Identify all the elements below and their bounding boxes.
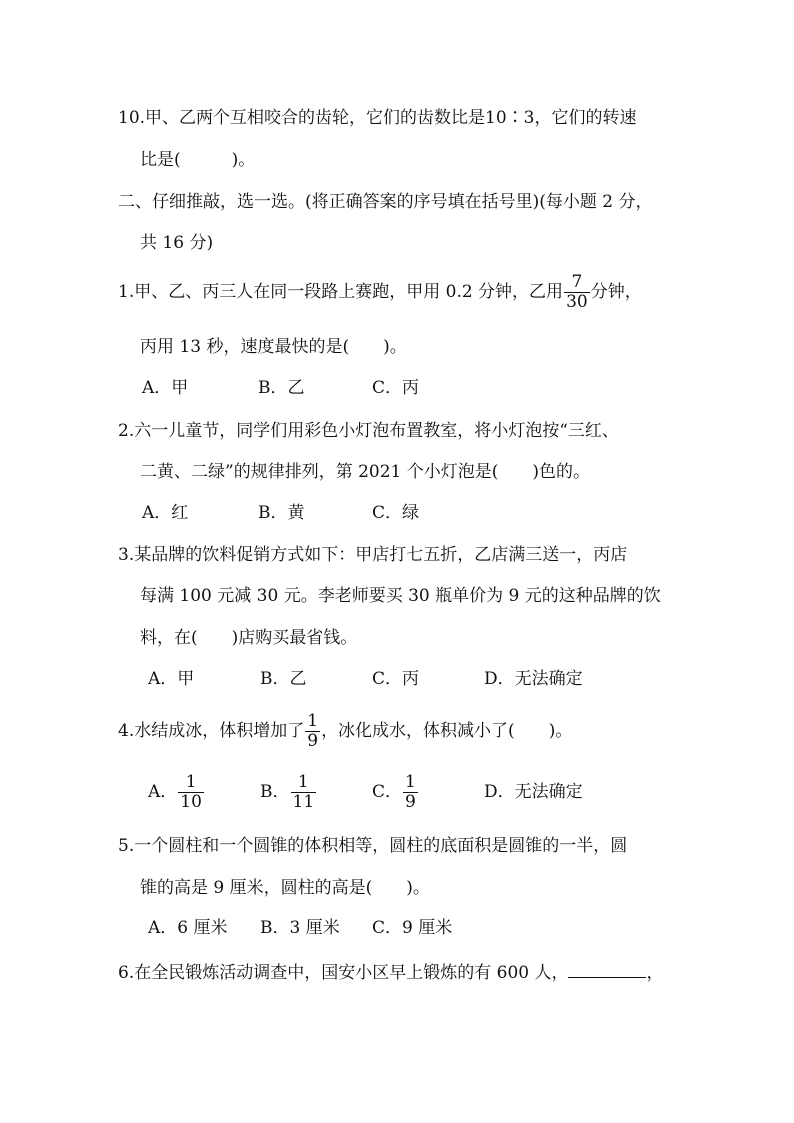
q3-option-c: C．丙 bbox=[372, 669, 420, 689]
q4-option-c-num: 1 bbox=[405, 772, 416, 792]
q6-line1 bbox=[118, 961, 663, 983]
q2-line2: 二黄、二绿”的规律排列，第 2021 个小灯泡是( )色的。 bbox=[140, 462, 591, 482]
section2-heading-cont: 共 16 分) bbox=[140, 233, 214, 253]
q3-option-b: B．乙 bbox=[260, 669, 307, 689]
q10-line2: 比是( )。 bbox=[140, 150, 256, 170]
q10-line1: 10.甲、乙两个互相咬合的齿轮，它们的齿数比是10∶3，它们的转速 bbox=[118, 108, 637, 128]
q1-line1 bbox=[118, 270, 642, 314]
q4-option-b-fraction bbox=[291, 773, 317, 812]
q1-line2: 丙用 13 秒，速度最快的是( )。 bbox=[140, 337, 407, 357]
q4-option-a-den: 10 bbox=[180, 792, 202, 812]
q4-option-b-label: B． bbox=[260, 782, 290, 802]
q3-option-d: D．无法确定 bbox=[484, 669, 583, 689]
q2-option-a: A．红 bbox=[142, 503, 189, 523]
q5-option-c: C．9 厘米 bbox=[372, 918, 453, 938]
q4-option-c-den: 9 bbox=[405, 792, 416, 812]
q5-option-a: A．6 厘米 bbox=[148, 918, 228, 938]
q4-text-post: ，冰化成水，体积减小了( )。 bbox=[321, 721, 573, 741]
q1-option-b: B．乙 bbox=[258, 378, 305, 398]
q4-option-c-label: C． bbox=[372, 782, 403, 802]
q4-option-c bbox=[372, 770, 419, 814]
q1-fraction-num: 7 bbox=[571, 272, 583, 292]
q4-option-a-fraction bbox=[178, 773, 204, 812]
q6-answer-blank[interactable] bbox=[568, 961, 646, 978]
q1-option-a: A．甲 bbox=[142, 378, 189, 398]
q4-option-c-fraction bbox=[403, 773, 418, 812]
q6-text-post: ， bbox=[646, 963, 664, 983]
q5-line2: 锥的高是 9 厘米，圆柱的高是( )。 bbox=[140, 878, 430, 898]
q4-option-b-num: 1 bbox=[297, 772, 309, 792]
q1-text-post: 分钟， bbox=[590, 282, 642, 302]
q5-line1: 5.一个圆柱和一个圆锥的体积相等，圆柱的底面积是圆锥的一半，圆 bbox=[118, 836, 628, 856]
q3-line2: 每满 100 元减 30 元。李老师要买 30 瓶单价为 9 元的这种品牌的饮 bbox=[140, 586, 661, 606]
q4-option-a-num: 1 bbox=[185, 772, 197, 792]
q3-line3: 料，在( )店购买最省钱。 bbox=[140, 628, 358, 648]
q4-option-a-label: A． bbox=[148, 782, 178, 802]
q2-option-b: B．黄 bbox=[258, 503, 305, 523]
section2-heading: 二、仔细推敲，选一选。(将正确答案的序号填在括号里)(每小题 2 分， bbox=[118, 192, 653, 212]
q4-option-a bbox=[148, 770, 205, 814]
q5-option-b: B．3 厘米 bbox=[260, 918, 340, 938]
q4-fraction-den: 9 bbox=[307, 731, 319, 751]
q4-option-b bbox=[260, 770, 317, 814]
q3-line1: 3.某品牌的饮料促销方式如下：甲店打七五折，乙店满三送一，丙店 bbox=[118, 545, 628, 565]
q6-text-pre: 6.在全民锻炼活动调查中，国安小区早上锻炼的有 600 人， bbox=[118, 963, 569, 983]
q4-option-b-den: 11 bbox=[292, 792, 315, 812]
q2-option-c: C．绿 bbox=[372, 503, 420, 523]
q4-fraction bbox=[305, 712, 320, 751]
q4-fraction-num: 1 bbox=[307, 711, 319, 731]
q4-line1 bbox=[118, 709, 572, 753]
q4-option-d: D．无法确定 bbox=[484, 782, 583, 802]
q1-option-c: C．丙 bbox=[372, 378, 420, 398]
q3-option-a: A．甲 bbox=[148, 669, 195, 689]
q1-text-pre: 1.甲、乙、丙三人在同一段路上赛跑，甲用 0.2 分钟，乙用 bbox=[118, 282, 564, 302]
q1-fraction-den: 30 bbox=[566, 292, 588, 312]
q4-text-pre: 4.水结成冰，体积增加了 bbox=[118, 721, 305, 741]
q2-line1: 2.六一儿童节，同学们用彩色小灯泡布置教室，将小灯泡按“三红、 bbox=[118, 421, 619, 441]
q1-fraction bbox=[564, 273, 590, 312]
